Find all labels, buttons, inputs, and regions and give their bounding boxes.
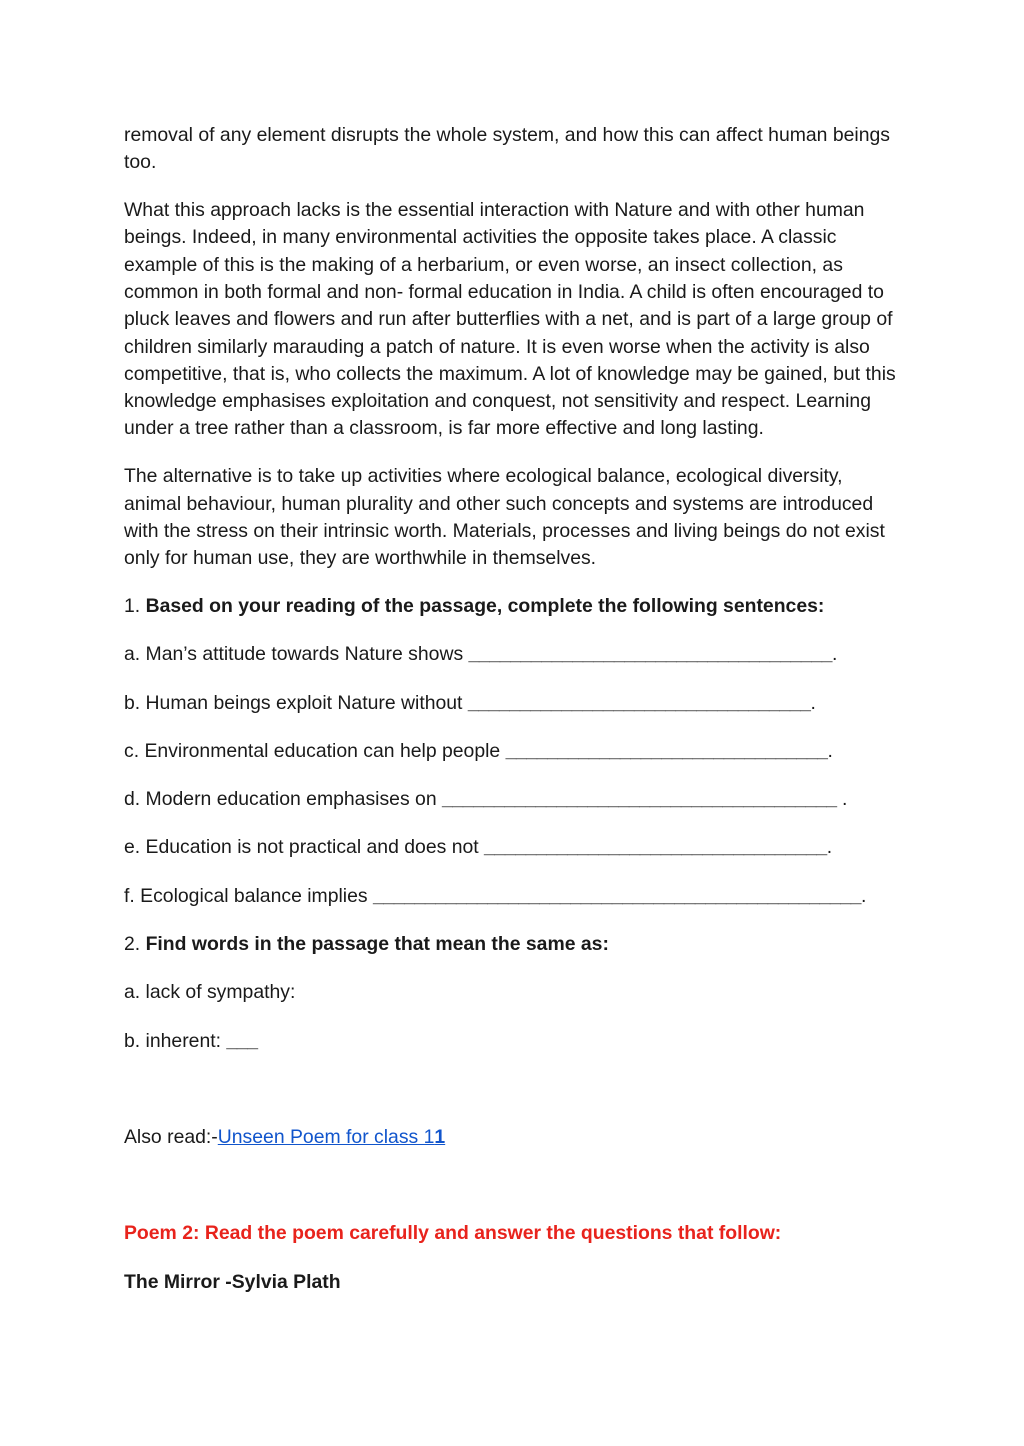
question-1-heading	[124, 593, 904, 620]
item-end: .	[826, 836, 833, 859]
answer-blank: ___________________________________	[468, 643, 832, 666]
document-content	[124, 122, 904, 1317]
item-end: .	[861, 884, 867, 907]
question-2-text: Find words in the passage that mean the same as:	[145, 933, 609, 956]
answer-blank: _______________________________________________	[372, 884, 862, 907]
passage-paragraph-2: What this approach lacks is the essential interaction with Nature and with other human beings. Indeed, in many environmental activities the opposite takes place. A classic example of this is the making of a herbarium, or even worse, an insect collection, as common in both formal and non- formal education in India. A child is often encouraged to pluck leaves and flowers and run after butterflies with a net, and is part of a large group of children similarly marauding a patch of nature. It is even worse when the activity is also competitive, that is, who collects the maximum. A lot of knowledge may be gained, but this knowledge emphasises exploitation and conquest, not sensitivity and respect. Learning under a tree rather than a classroom, is far more effective and long lasting.	[124, 199, 896, 440]
answer-blank: ___	[226, 1029, 258, 1052]
item-text: d. Modern education emphasises on	[124, 788, 442, 811]
question-2-heading	[124, 931, 904, 958]
item-text: f. Ecological balance implies	[124, 884, 373, 907]
question-2-item-a: a. lack of sympathy:	[124, 981, 296, 1004]
spacer	[124, 1172, 904, 1220]
passage-paragraph-3: The alternative is to take up activities where ecological balance, ecological diversity, animal behaviour, human plurality and other such concepts and systems are introduced with the stress on their intrinsic worth. Materials, processes and living beings do not exist only for human use, they are worthwhile in themselves.	[124, 465, 885, 570]
question-1-item-f	[124, 883, 904, 910]
answer-blank: _________________________________	[467, 691, 811, 714]
question-1-text: Based on your reading of the passage, complete the following sentences:	[145, 594, 825, 617]
item-end: .	[832, 643, 838, 666]
question-2-item-b	[124, 1028, 904, 1055]
link-text: Unseen Poem for class 1	[217, 1125, 435, 1148]
also-read-label: Also read:-	[124, 1125, 218, 1148]
answer-blank: ______________________________________	[442, 788, 837, 811]
item-text: b. Human beings exploit Nature without	[124, 691, 468, 714]
question-1-item-a	[124, 641, 904, 668]
poem-heading: Poem 2: Read the poem carefully and answer the questions that follow:	[124, 1222, 782, 1245]
item-end: .	[827, 739, 833, 762]
question-2-number: 2.	[124, 933, 146, 956]
question-1-number: 1.	[124, 594, 146, 617]
item-text: e. Education is not practical and does not	[124, 836, 485, 859]
item-end: .	[810, 691, 816, 714]
poem-title: The Mirror -Sylvia Plath	[124, 1270, 341, 1293]
item-text: c. Environmental education can help people	[124, 739, 506, 762]
item-end: .	[836, 788, 848, 811]
unseen-poem-link[interactable]	[218, 1126, 445, 1148]
item-text: a. Man’s attitude towards Nature shows	[124, 643, 469, 666]
question-1-item-c	[124, 738, 904, 765]
question-1-item-e	[124, 834, 904, 861]
question-1-item-b	[124, 690, 904, 717]
spacer	[124, 1076, 904, 1124]
answer-blank: _________________________________	[484, 836, 827, 859]
link-text-bold: 1	[434, 1125, 446, 1148]
also-read-line	[124, 1124, 904, 1151]
question-1-item-d	[124, 786, 904, 813]
item-text: b. inherent:	[124, 1029, 227, 1052]
answer-blank: _______________________________	[505, 739, 828, 762]
passage-paragraph-1: removal of any element disrupts the whole system, and how this can affect human beings too.	[124, 124, 890, 174]
